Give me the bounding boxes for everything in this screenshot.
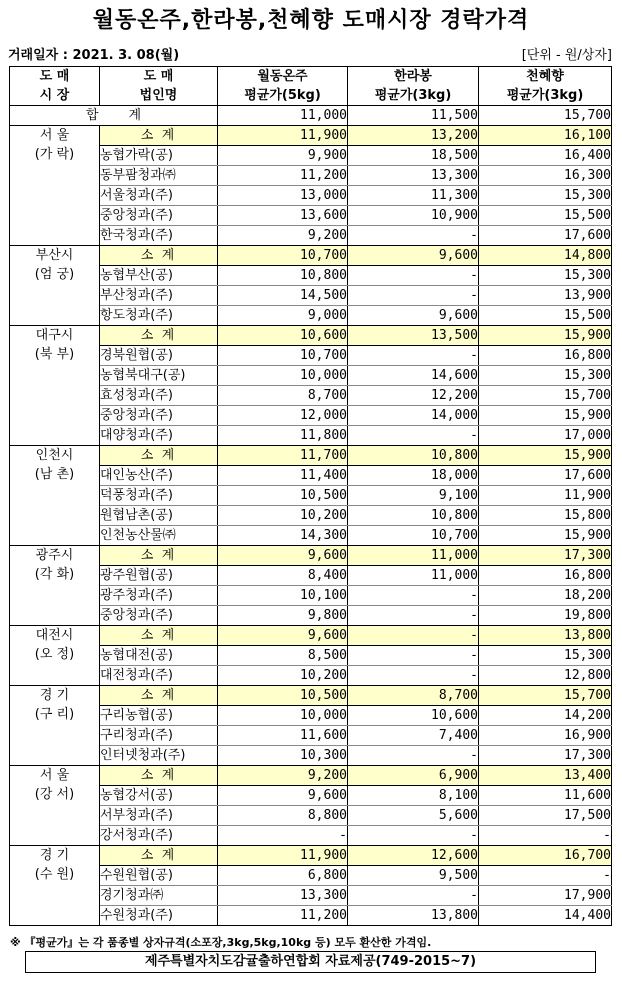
corp-name: 동부팜청과㈜ bbox=[100, 166, 218, 186]
unit-label: [단위 - 원/상자] bbox=[521, 48, 612, 63]
market-city: 경 기 bbox=[39, 848, 70, 863]
price-col3: 15,300 bbox=[479, 266, 612, 286]
table-row bbox=[10, 486, 612, 506]
market-district: (북 부) bbox=[34, 347, 75, 362]
price-col1: 11,800 bbox=[218, 426, 348, 446]
subtotal-label: 소 계 bbox=[100, 686, 218, 706]
subtotal-col1: 11,900 bbox=[218, 126, 348, 146]
corp-name: 서울청과(주) bbox=[100, 186, 218, 206]
price-col3: 15,500 bbox=[479, 206, 612, 226]
table-row bbox=[10, 166, 612, 186]
table-row bbox=[10, 506, 612, 526]
market-cell bbox=[10, 686, 100, 766]
table-row bbox=[10, 226, 612, 246]
subtotal-row bbox=[10, 446, 612, 466]
price-col1: 8,700 bbox=[218, 386, 348, 406]
subtotal-col1: 11,700 bbox=[218, 446, 348, 466]
corp-name: 인천농산물㈜ bbox=[100, 526, 218, 546]
price-col3: 16,900 bbox=[479, 726, 612, 746]
header-col2: 한라봉 bbox=[348, 67, 479, 87]
price-col3: - bbox=[479, 866, 612, 886]
price-col1: 12,000 bbox=[218, 406, 348, 426]
market-cell bbox=[10, 326, 100, 446]
market-city: 광주시 bbox=[35, 548, 74, 563]
header-col1-sub: 평균가(5kg) bbox=[218, 86, 348, 106]
table-row bbox=[10, 426, 612, 446]
table-row bbox=[10, 526, 612, 546]
corp-name: 항도청과(주) bbox=[100, 306, 218, 326]
page-title: 월동온주,한라봉,천혜향 도매시장 경락가격 bbox=[92, 8, 530, 33]
header-market: 도 매 bbox=[10, 67, 100, 87]
subtotal-col3: 16,100 bbox=[479, 126, 612, 146]
price-col2: 13,300 bbox=[348, 166, 479, 186]
price-col1: 11,400 bbox=[218, 466, 348, 486]
price-col2: 9,600 bbox=[348, 306, 479, 326]
price-col1: 8,500 bbox=[218, 646, 348, 666]
market-district: (엄 궁) bbox=[34, 267, 75, 282]
subtotal-col2: 11,000 bbox=[348, 546, 479, 566]
corp-name: 구리농협(공) bbox=[100, 706, 218, 726]
subtotal-col1: 9,600 bbox=[218, 546, 348, 566]
total-col1: 11,000 bbox=[218, 106, 348, 126]
corp-name: 중앙청과(주) bbox=[100, 406, 218, 426]
corp-name: 한국청과(주) bbox=[100, 226, 218, 246]
price-col2: 11,000 bbox=[348, 566, 479, 586]
market-city: 대전시 bbox=[35, 628, 74, 643]
price-col2: 12,200 bbox=[348, 386, 479, 406]
subtotal-col2: 10,800 bbox=[348, 446, 479, 466]
corp-name: 중앙청과(주) bbox=[100, 206, 218, 226]
corp-name: 대인농산(주) bbox=[100, 466, 218, 486]
table-row bbox=[10, 466, 612, 486]
price-col3: 15,300 bbox=[479, 186, 612, 206]
footnote: ※ 『평균가』는 각 품종별 상자규격(소포장,3kg,5kg,10kg 등) 모두 환산한 가격임. bbox=[10, 936, 432, 949]
price-col1: 9,200 bbox=[218, 226, 348, 246]
corp-name: 경기청과㈜ bbox=[100, 886, 218, 906]
market-cell bbox=[10, 446, 100, 546]
price-col2: - bbox=[348, 606, 479, 626]
market-cell bbox=[10, 546, 100, 626]
table-row bbox=[10, 146, 612, 166]
price-col1: 8,400 bbox=[218, 566, 348, 586]
price-col3: 11,600 bbox=[479, 786, 612, 806]
subtotal-col1: 10,600 bbox=[218, 326, 348, 346]
price-col3: 19,800 bbox=[479, 606, 612, 626]
table-row bbox=[10, 386, 612, 406]
subtotal-row bbox=[10, 326, 612, 346]
price-col2: 13,800 bbox=[348, 906, 479, 926]
table-row bbox=[10, 306, 612, 326]
header-corp-sub: 법인명 bbox=[100, 86, 218, 106]
price-col2: - bbox=[348, 266, 479, 286]
subtotal-col3: 17,300 bbox=[479, 546, 612, 566]
price-col3: 16,300 bbox=[479, 166, 612, 186]
table-row bbox=[10, 866, 612, 886]
corp-name: 수원청과(주) bbox=[100, 906, 218, 926]
price-col2: 5,600 bbox=[348, 806, 479, 826]
price-col1: 9,800 bbox=[218, 606, 348, 626]
subtotal-row bbox=[10, 246, 612, 266]
price-col1: 11,200 bbox=[218, 166, 348, 186]
price-col2: 9,100 bbox=[348, 486, 479, 506]
price-col2: - bbox=[348, 286, 479, 306]
price-col2: 10,700 bbox=[348, 526, 479, 546]
corp-name: 덕풍청과(주) bbox=[100, 486, 218, 506]
table-row bbox=[10, 366, 612, 386]
market-district: (오 정) bbox=[34, 647, 75, 662]
table-row bbox=[10, 286, 612, 306]
total-row bbox=[10, 106, 612, 126]
price-col3: 16,400 bbox=[479, 146, 612, 166]
header-col1: 월동온주 bbox=[218, 67, 348, 87]
market-cell bbox=[10, 126, 100, 246]
header-corp: 도 매 bbox=[100, 67, 218, 87]
corp-name: 효성청과(주) bbox=[100, 386, 218, 406]
price-col1: 10,700 bbox=[218, 346, 348, 366]
subtotal-col3: 15,700 bbox=[479, 686, 612, 706]
price-col3: 12,800 bbox=[479, 666, 612, 686]
subtotal-col3: 15,900 bbox=[479, 326, 612, 346]
table-row bbox=[10, 806, 612, 826]
subtotal-row bbox=[10, 126, 612, 146]
price-col1: 11,200 bbox=[218, 906, 348, 926]
price-col1: 13,000 bbox=[218, 186, 348, 206]
price-col3: 16,800 bbox=[479, 346, 612, 366]
subtotal-col1: 10,700 bbox=[218, 246, 348, 266]
corp-name: 인터넷청과(주) bbox=[100, 746, 218, 766]
price-col2: 10,600 bbox=[348, 706, 479, 726]
table-row bbox=[10, 206, 612, 226]
corp-name: 서부청과(주) bbox=[100, 806, 218, 826]
price-col2: 10,900 bbox=[348, 206, 479, 226]
subtotal-col1: 10,500 bbox=[218, 686, 348, 706]
market-district: (수 원) bbox=[34, 867, 75, 882]
subtotal-col3: 15,900 bbox=[479, 446, 612, 466]
subtotal-col3: 13,400 bbox=[479, 766, 612, 786]
price-col1: 9,000 bbox=[218, 306, 348, 326]
price-col1: 14,500 bbox=[218, 286, 348, 306]
total-label: 합계 bbox=[10, 106, 218, 126]
price-col1: 10,000 bbox=[218, 366, 348, 386]
corp-name: 강서청과(주) bbox=[100, 826, 218, 846]
subtotal-row bbox=[10, 626, 612, 646]
price-col3: 17,300 bbox=[479, 746, 612, 766]
corp-name: 농협북대구(공) bbox=[100, 366, 218, 386]
subtotal-label: 소 계 bbox=[100, 126, 218, 146]
source-box: 제주특별자치도감귤출하연합회 자료제공(749-2015~7) bbox=[25, 951, 596, 973]
price-col3: 17,600 bbox=[479, 226, 612, 246]
market-district: (구 리) bbox=[34, 707, 75, 722]
price-col3: 17,600 bbox=[479, 466, 612, 486]
header-col3-sub: 평균가(3kg) bbox=[479, 86, 612, 106]
price-col3: 17,000 bbox=[479, 426, 612, 446]
market-district: (남 촌) bbox=[34, 467, 75, 482]
subtotal-label: 소 계 bbox=[100, 326, 218, 346]
market-cell bbox=[10, 766, 100, 846]
price-col2: 14,600 bbox=[348, 366, 479, 386]
subtotal-row bbox=[10, 766, 612, 786]
price-col2: 14,000 bbox=[348, 406, 479, 426]
corp-name: 중앙청과(주) bbox=[100, 606, 218, 626]
table-row bbox=[10, 406, 612, 426]
price-col2: - bbox=[348, 886, 479, 906]
corp-name: 구리청과(주) bbox=[100, 726, 218, 746]
table-row bbox=[10, 586, 612, 606]
price-col3: 18,200 bbox=[479, 586, 612, 606]
corp-name: 광주원협(공) bbox=[100, 566, 218, 586]
subtotal-col3: 14,800 bbox=[479, 246, 612, 266]
header-col2-sub: 평균가(3kg) bbox=[348, 86, 479, 106]
corp-name: 대전청과(주) bbox=[100, 666, 218, 686]
subtotal-label: 소 계 bbox=[100, 446, 218, 466]
price-col3: 15,800 bbox=[479, 506, 612, 526]
price-col2: - bbox=[348, 346, 479, 366]
corp-name: 대양청과(주) bbox=[100, 426, 218, 446]
corp-name: 농협강서(공) bbox=[100, 786, 218, 806]
price-col1: 10,000 bbox=[218, 706, 348, 726]
price-col1: 14,300 bbox=[218, 526, 348, 546]
price-col3: 14,400 bbox=[479, 906, 612, 926]
subtotal-label: 소 계 bbox=[100, 766, 218, 786]
price-col2: - bbox=[348, 586, 479, 606]
price-col1: 6,800 bbox=[218, 866, 348, 886]
subtotal-col1: 11,900 bbox=[218, 846, 348, 866]
corp-name: 경북원협(공) bbox=[100, 346, 218, 366]
subtotal-row bbox=[10, 546, 612, 566]
subtotal-col3: 13,800 bbox=[479, 626, 612, 646]
price-col1: 10,200 bbox=[218, 506, 348, 526]
price-col2: - bbox=[348, 666, 479, 686]
price-col2: - bbox=[348, 826, 479, 846]
price-col2: - bbox=[348, 226, 479, 246]
price-col2: 18,000 bbox=[348, 466, 479, 486]
price-col1: 9,600 bbox=[218, 786, 348, 806]
table-row bbox=[10, 826, 612, 846]
market-cell bbox=[10, 626, 100, 686]
price-col1: 11,600 bbox=[218, 726, 348, 746]
price-col2: - bbox=[348, 646, 479, 666]
price-col3: 15,500 bbox=[479, 306, 612, 326]
table-row bbox=[10, 646, 612, 666]
subtotal-col3: 16,700 bbox=[479, 846, 612, 866]
market-cell bbox=[10, 246, 100, 326]
price-col1: 9,900 bbox=[218, 146, 348, 166]
corp-name: 원협남촌(공) bbox=[100, 506, 218, 526]
price-col3: 15,700 bbox=[479, 386, 612, 406]
price-col1: 10,200 bbox=[218, 666, 348, 686]
price-col3: - bbox=[479, 826, 612, 846]
table-row bbox=[10, 886, 612, 906]
subtotal-label: 소 계 bbox=[100, 626, 218, 646]
price-col2: 8,100 bbox=[348, 786, 479, 806]
corp-name: 농협부산(공) bbox=[100, 266, 218, 286]
price-col1: 10,800 bbox=[218, 266, 348, 286]
subtotal-col2: 8,700 bbox=[348, 686, 479, 706]
price-col1: - bbox=[218, 826, 348, 846]
market-district: (각 화) bbox=[34, 567, 75, 582]
subtotal-col2: 12,600 bbox=[348, 846, 479, 866]
price-col3: 14,200 bbox=[479, 706, 612, 726]
price-col3: 15,900 bbox=[479, 406, 612, 426]
subtotal-col2: 6,900 bbox=[348, 766, 479, 786]
market-district: (가 락) bbox=[34, 147, 75, 162]
table-row bbox=[10, 786, 612, 806]
price-col3: 11,900 bbox=[479, 486, 612, 506]
header-market-sub: 시 장 bbox=[10, 86, 100, 106]
price-table bbox=[9, 66, 612, 926]
price-col2: 9,500 bbox=[348, 866, 479, 886]
market-city: 서 울 bbox=[39, 768, 70, 783]
price-col2: 7,400 bbox=[348, 726, 479, 746]
corp-name: 수원원협(공) bbox=[100, 866, 218, 886]
header-col3: 천혜향 bbox=[479, 67, 612, 87]
price-col1: 10,500 bbox=[218, 486, 348, 506]
subtotal-col1: 9,600 bbox=[218, 626, 348, 646]
market-city: 부산시 bbox=[35, 248, 74, 263]
subtotal-row bbox=[10, 846, 612, 866]
subtotal-col2: 13,500 bbox=[348, 326, 479, 346]
corp-name: 광주청과(주) bbox=[100, 586, 218, 606]
price-col3: 15,900 bbox=[479, 526, 612, 546]
corp-name: 농협대전(공) bbox=[100, 646, 218, 666]
subtotal-col2: 13,200 bbox=[348, 126, 479, 146]
price-col2: 11,300 bbox=[348, 186, 479, 206]
price-col3: 17,900 bbox=[479, 886, 612, 906]
corp-name: 부산청과(주) bbox=[100, 286, 218, 306]
market-city: 서 울 bbox=[39, 128, 70, 143]
price-col2: 10,800 bbox=[348, 506, 479, 526]
price-col3: 15,300 bbox=[479, 366, 612, 386]
market-city: 대구시 bbox=[35, 328, 74, 343]
subtotal-label: 소 계 bbox=[100, 546, 218, 566]
market-city: 경 기 bbox=[39, 688, 70, 703]
table-row bbox=[10, 726, 612, 746]
subtotal-label: 소 계 bbox=[100, 846, 218, 866]
total-col2: 11,500 bbox=[348, 106, 479, 126]
subtotal-col1: 9,200 bbox=[218, 766, 348, 786]
table-row bbox=[10, 606, 612, 626]
table-row bbox=[10, 566, 612, 586]
trade-date: 거래일자 : 2021. 3. 08(월) bbox=[8, 48, 180, 63]
price-col2: 18,500 bbox=[348, 146, 479, 166]
table-row bbox=[10, 266, 612, 286]
table-row bbox=[10, 906, 612, 926]
price-col1: 10,300 bbox=[218, 746, 348, 766]
price-col1: 13,600 bbox=[218, 206, 348, 226]
price-col3: 17,500 bbox=[479, 806, 612, 826]
market-cell bbox=[10, 846, 100, 926]
table-row bbox=[10, 666, 612, 686]
total-col3: 15,700 bbox=[479, 106, 612, 126]
market-district: (강 서) bbox=[34, 787, 75, 802]
table-row bbox=[10, 186, 612, 206]
market-city: 인천시 bbox=[35, 448, 74, 463]
price-col3: 16,800 bbox=[479, 566, 612, 586]
subtotal-row bbox=[10, 686, 612, 706]
corp-name: 농협가락(공) bbox=[100, 146, 218, 166]
price-col3: 13,900 bbox=[479, 286, 612, 306]
price-col1: 13,300 bbox=[218, 886, 348, 906]
table-row bbox=[10, 346, 612, 366]
table-row bbox=[10, 746, 612, 766]
price-col2: - bbox=[348, 746, 479, 766]
subtotal-col2: 9,600 bbox=[348, 246, 479, 266]
subtotal-col2: - bbox=[348, 626, 479, 646]
price-col2: - bbox=[348, 426, 479, 446]
subtotal-label: 소 계 bbox=[100, 246, 218, 266]
price-col1: 10,100 bbox=[218, 586, 348, 606]
price-col3: 15,300 bbox=[479, 646, 612, 666]
table-row bbox=[10, 706, 612, 726]
price-col1: 8,800 bbox=[218, 806, 348, 826]
